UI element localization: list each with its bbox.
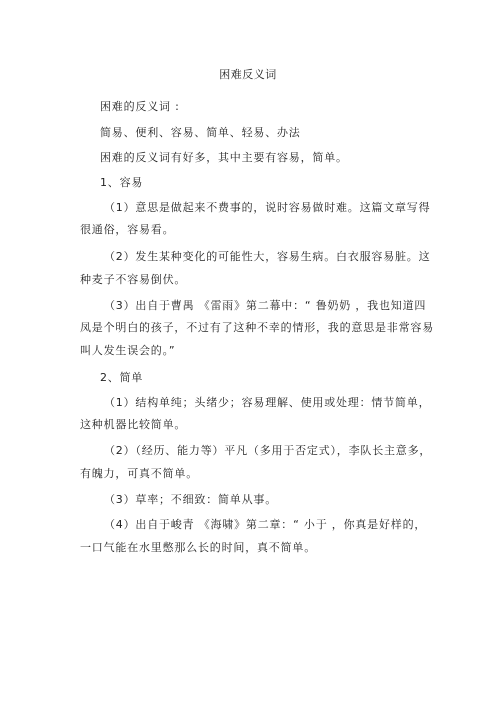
- section2-item3-line1: （3）草率；不细致：简单从事。: [104, 493, 277, 506]
- section2-item1-line1: （1）结构单纯；头绪少；容易理解、使用或处理：情节简单，: [104, 396, 431, 409]
- section1-item3-line2: 凤是个明白的孩子，不过有了这种不幸的情形，我的意思是非常容易: [80, 321, 434, 334]
- section1-item2-line2: 种麦子不容易倒伏。: [80, 273, 187, 286]
- section1-item2-line1: （2）发生某种变化的可能性大，容易生病。白衣服容易脏。这: [104, 250, 431, 263]
- summary-text: 困难的反义词有好多，其中主要有容易，简单。: [100, 151, 348, 164]
- section1-item3-line3: 叫人发生误会的。”: [80, 344, 176, 357]
- section2-item1-line2: 这种机器比较简单。: [80, 418, 187, 431]
- section2-heading: 2、简单: [100, 371, 144, 384]
- section2-item2-line1: （2）（经历、能力等）平凡（多用于否定式），李队长主意多，: [104, 444, 432, 457]
- antonym-list: 简易、便利、容易、简单、轻易、办法: [100, 126, 301, 139]
- section1-item1-line2: 很通俗，容易看。: [80, 223, 175, 236]
- intro-label: 困难的反义词 :: [100, 100, 180, 113]
- section2-item4-line2: 一口气能在水里憋那么长的时间，真不简单。: [80, 541, 316, 554]
- section2-item2-line2: 有魄力，可真不简单。: [80, 467, 198, 480]
- page-title: 困难反义词: [219, 68, 277, 81]
- section1-item1-line1: （1）意思是做起来不费事的，说时容易做时难。这篇文章写得: [104, 201, 431, 214]
- section1-item3-line1: （3）出自于曹禺 《雷雨》第二幕中：“ 鲁奶奶 ，我也知道四: [104, 299, 427, 312]
- section1-heading: 1、容易: [100, 176, 144, 189]
- section2-item4-line1: （4）出自于峻青 《海啸》第二章：“ 小于 ，你真是好样的，: [104, 518, 427, 531]
